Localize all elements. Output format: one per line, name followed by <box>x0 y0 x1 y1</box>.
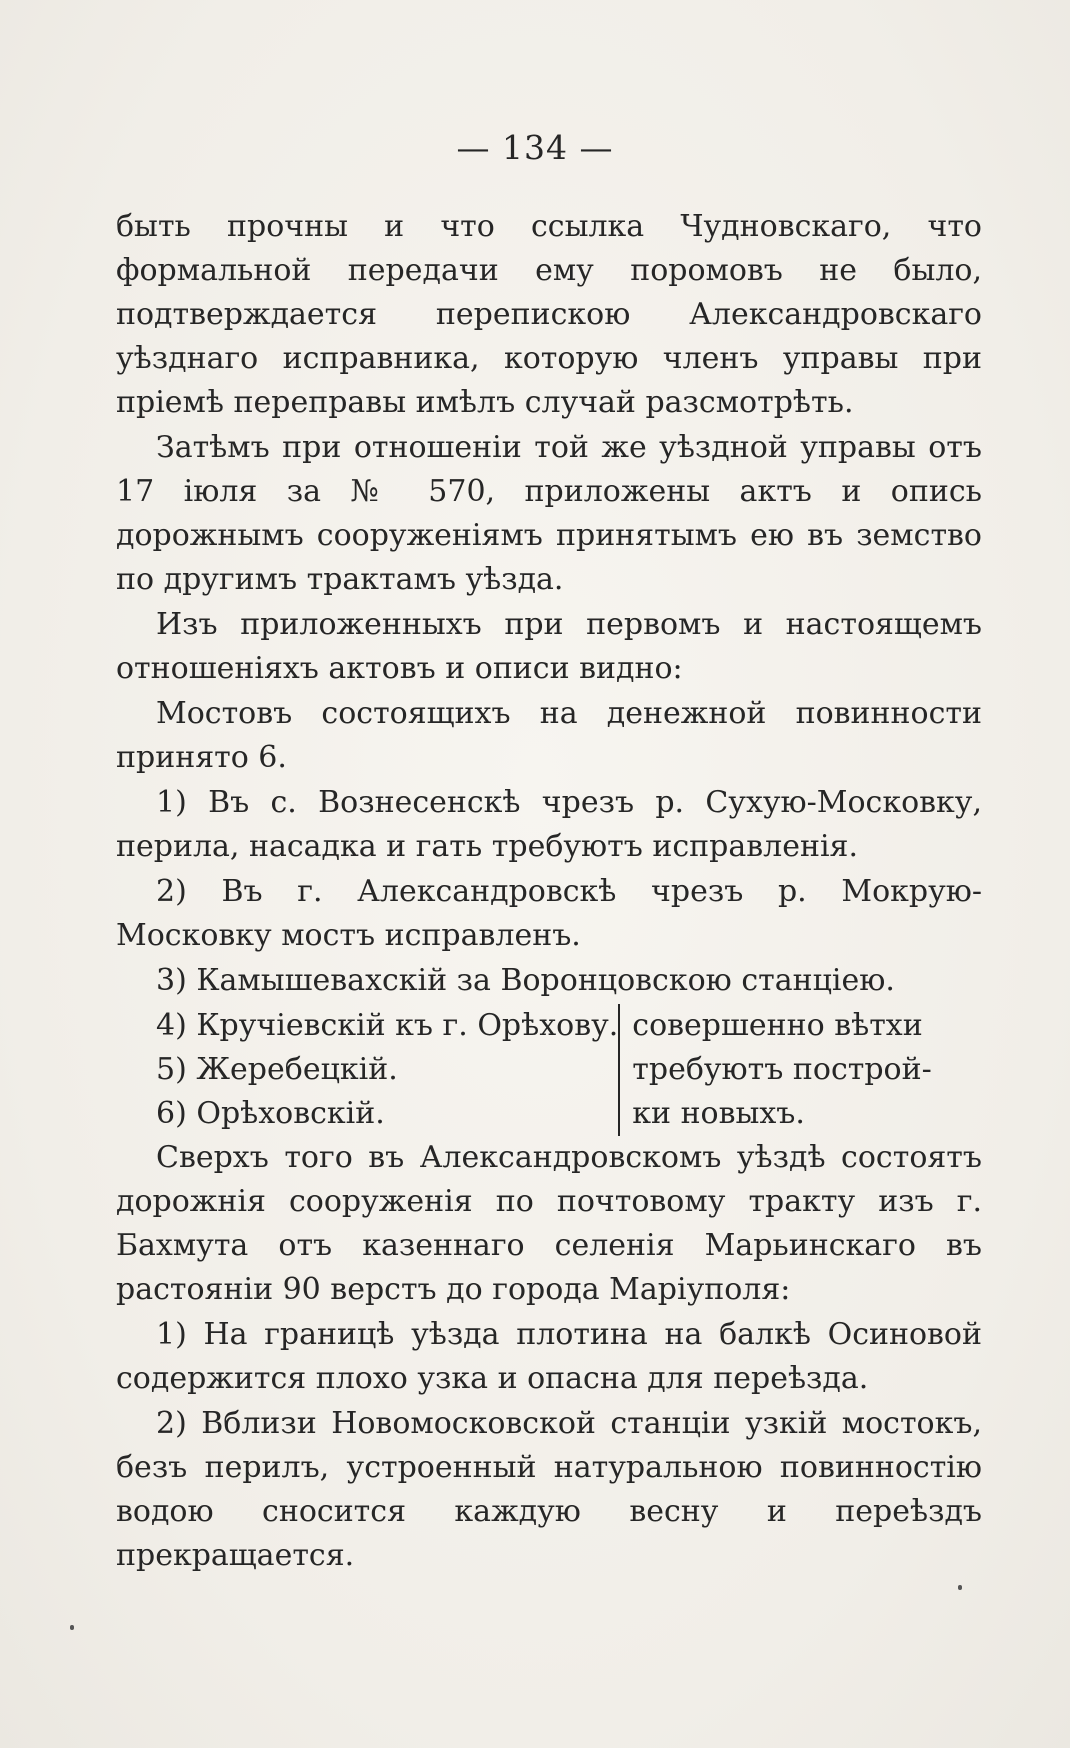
bridge-item-6 <box>116 1092 619 1136</box>
bridge-note-line: требуютъ построй- <box>632 1052 932 1087</box>
bridge-item-name: Орѣховскiй. <box>196 1096 385 1131</box>
bridge-item-number: 5) <box>156 1052 187 1087</box>
bridge-note <box>619 1004 931 1136</box>
list-item-3: 3) Камышевахскiй за Воронцовскою станцiею. <box>156 963 895 998</box>
paragraph-4: Мостовъ состоящихъ на денежной повинности принято 6. <box>116 696 982 775</box>
bridge-item-number: 6) <box>156 1096 187 1131</box>
page-number: — 134 — <box>456 128 614 167</box>
list-item-2: 2) Въ г. Александровскѣ чрезъ р. Мокрую-Московку мостъ исправленъ. <box>116 874 982 953</box>
paragraph-2: Затѣмъ при отношенiи той же уѣздной управы отъ 17 iюля за № 570, приложены актъ и опись дорожнымъ сооруженiямъ принятымъ ею въ земство по другимъ трактамъ уѣзда. <box>116 430 982 597</box>
bridge-item-name: Кручiевскiй къ г. Орѣхову. <box>196 1008 619 1043</box>
ink-speck <box>958 1585 962 1590</box>
list-item-road-2: 2) Вблизи Новомосковской станцiи узкiй мостокъ, безъ перилъ, устроенный натуральною повинностiю водою сносится каждую весну и переѣздъ прекращается. <box>116 1406 982 1573</box>
paragraph-1: быть прочны и что ссылка Чудновскаго, что формальной передачи ему поромовъ не было, подтверждается перепискою Александровскаго уѣзднаго исправника, которую членъ управы при прiемѣ переправы имѣлъ случай разсмотрѣть. <box>116 209 982 420</box>
list-item-road-1: 1) На границѣ уѣзда плотина на балкѣ Осиновой содержится плохо узка и опасна для переѣзда. <box>116 1317 982 1396</box>
paragraph-8: Сверхъ того въ Александровскомъ уѣздѣ состоятъ дорожнiя сооруженiя по почтовому тракту изъ г. Бахмута отъ казеннаго селенiя Марьинскаго въ растоянiи 90 верстъ до города Марiуполя: <box>116 1140 982 1307</box>
bridge-list-row <box>116 1004 932 1048</box>
bridge-item-number: 4) <box>156 1008 187 1043</box>
paragraph-3: Изъ приложенныхъ при первомъ и настоящемъ отношенiяхъ актовъ и описи видно: <box>116 607 982 686</box>
ink-speck <box>70 1625 74 1630</box>
text-body <box>116 205 982 1579</box>
bridge-item-name: Жеребецкiй. <box>196 1052 398 1087</box>
list-item-1: 1) Въ с. Вознесенскѣ чрезъ р. Сухую-Московку, перила, насадка и гать требуютъ исправленiя. <box>116 785 982 864</box>
bridge-item-5 <box>116 1048 619 1092</box>
bridge-note-line: совершенно вѣтхи <box>632 1008 923 1043</box>
bridge-list-table <box>116 1004 932 1136</box>
bridge-note-line: ки новыхъ. <box>632 1096 805 1131</box>
bridge-item-4 <box>116 1004 619 1048</box>
